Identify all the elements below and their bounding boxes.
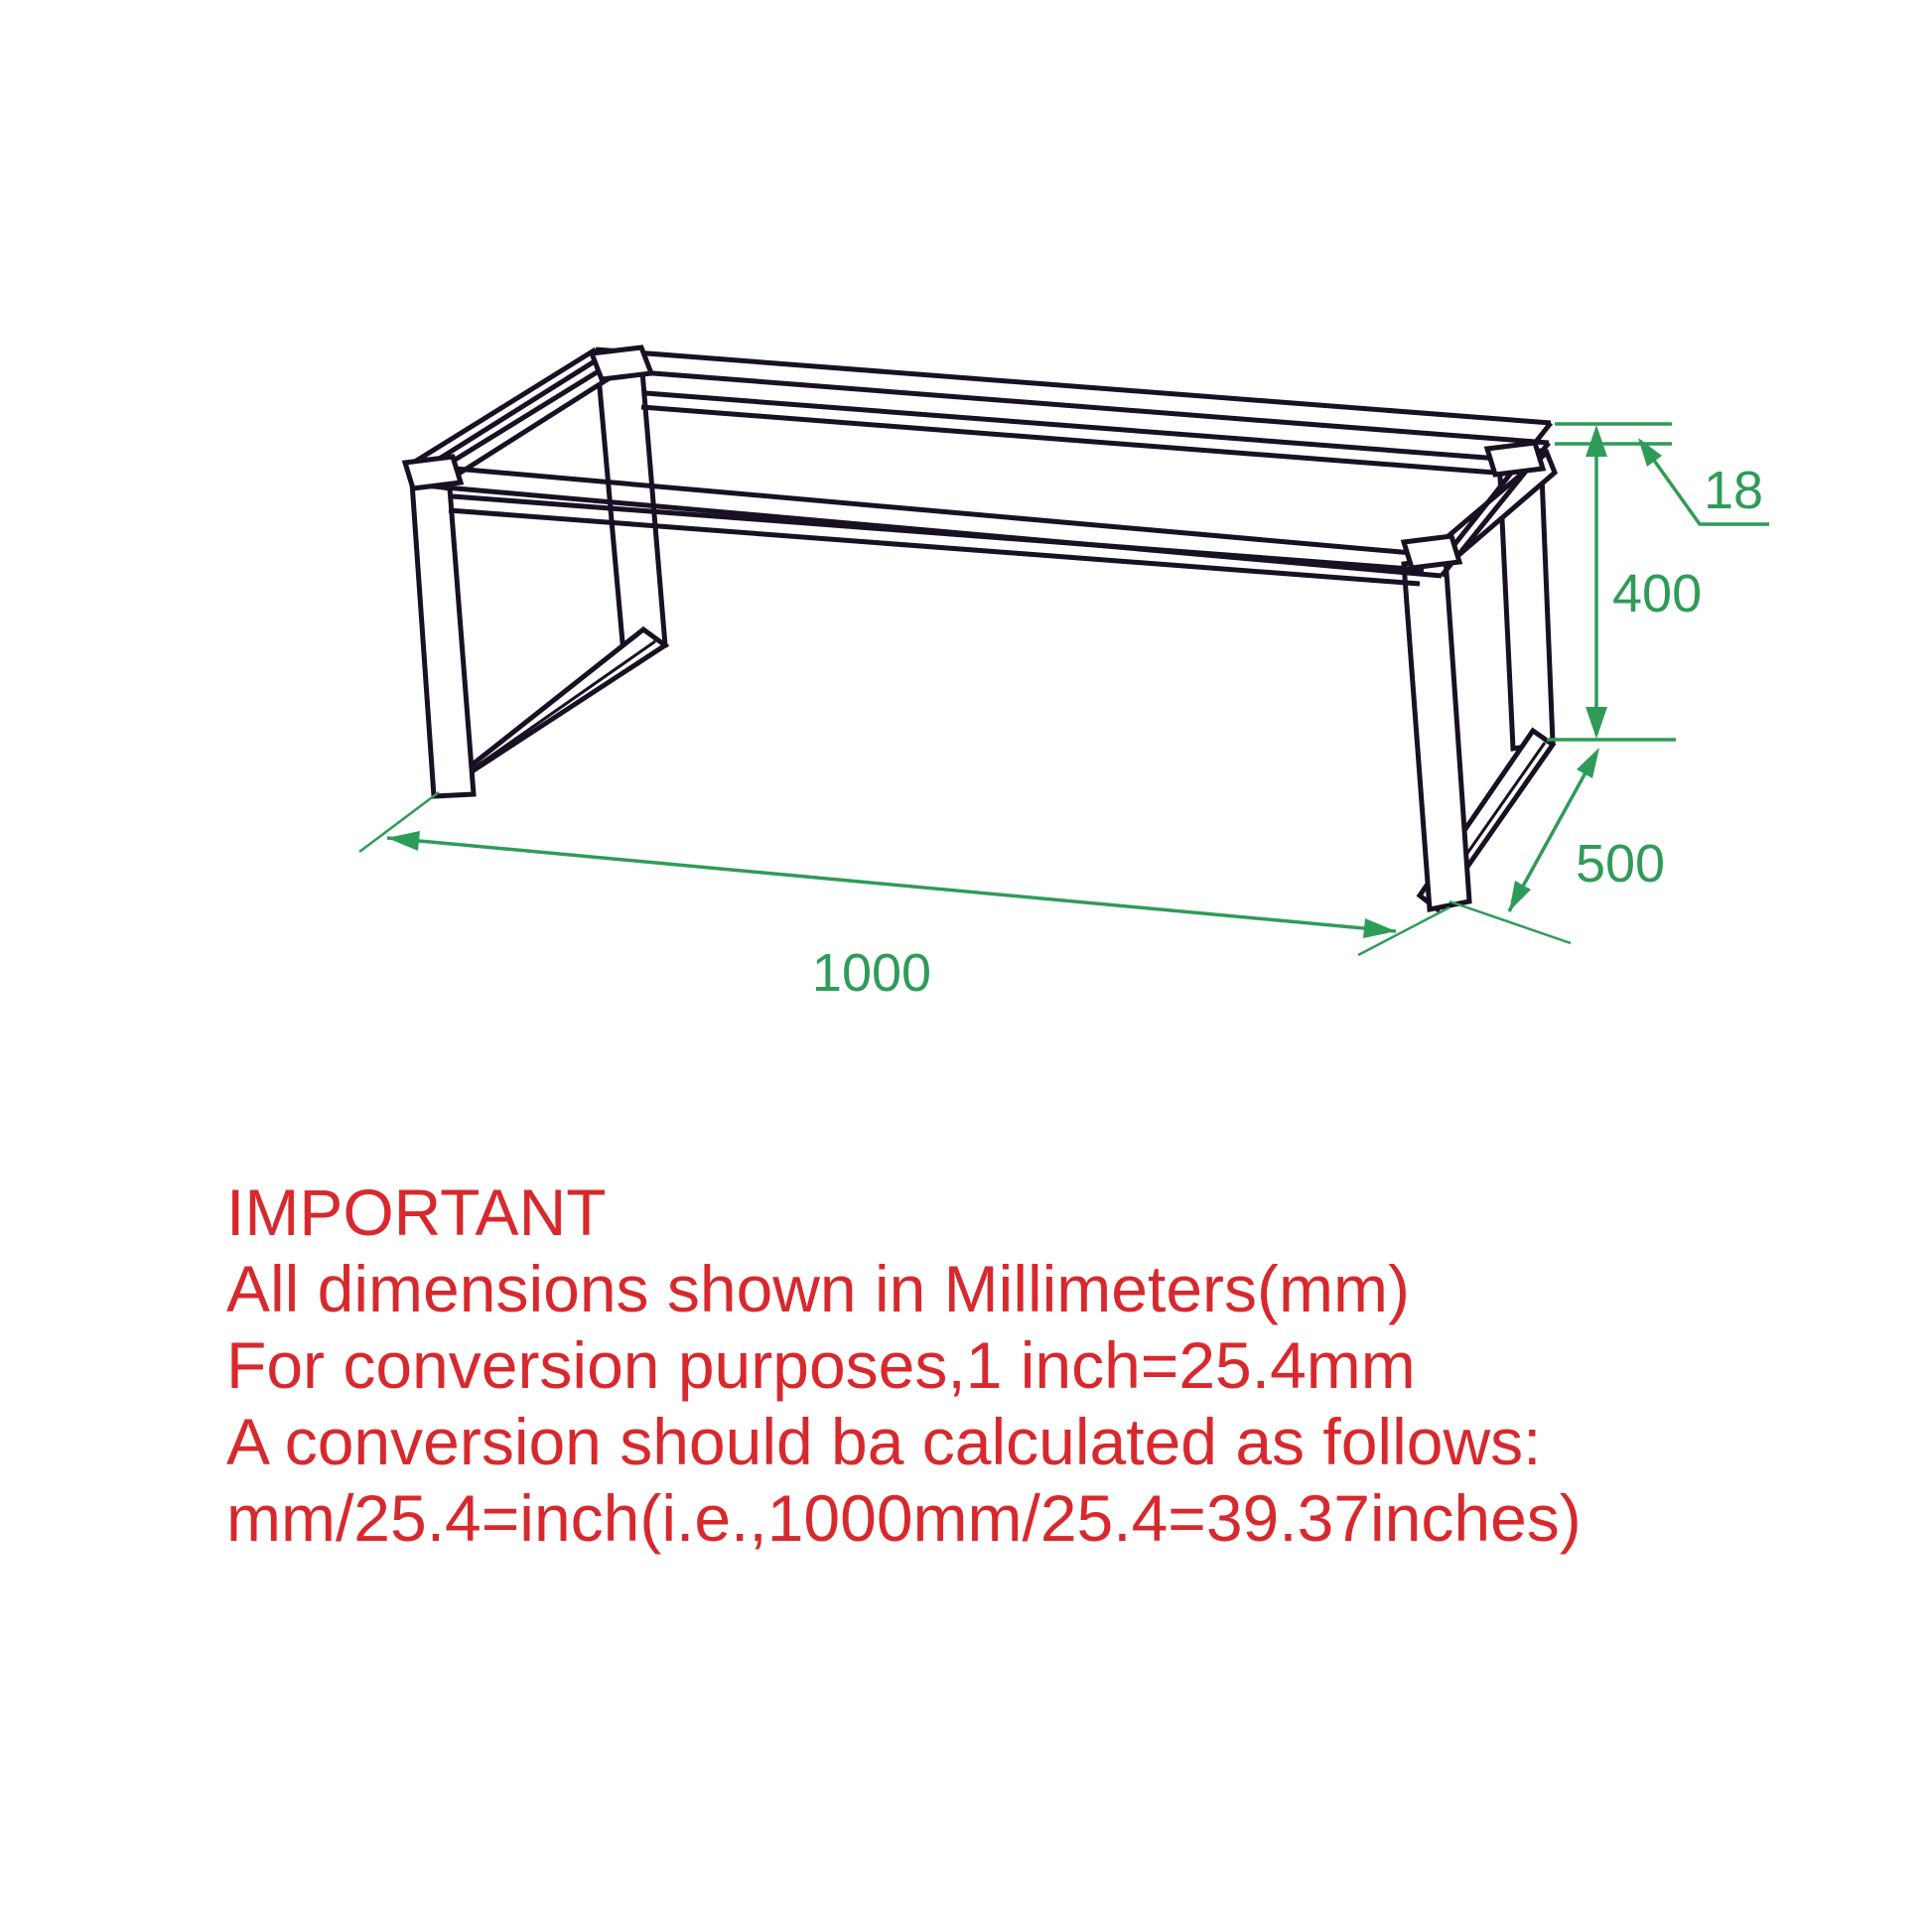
dimension-label-height: 400 — [1612, 564, 1703, 623]
glass-back-bottom-edge — [602, 369, 1549, 443]
left-leg — [412, 359, 665, 796]
dimension-label-length: 1000 — [811, 943, 932, 1003]
dimension-length — [359, 792, 1449, 1003]
notes-line-formula: mm/25.4=inch(i.e.,1000mm/25.4=39.37inches) — [226, 1481, 1582, 1555]
corner-block-back-right — [1487, 443, 1543, 475]
notes-line-formula-intro: A conversion should ba calculated as follows: — [226, 1405, 1542, 1478]
dimension-height — [1547, 425, 1702, 740]
arrowhead-400-top — [1586, 425, 1607, 457]
arrowhead-1000-left — [387, 831, 420, 851]
back-rail-top-edge — [645, 393, 1499, 459]
dimension-label-depth: 500 — [1575, 834, 1666, 894]
corner-block-back-left — [592, 347, 651, 379]
table-drawing — [405, 347, 1555, 909]
arrowhead-1000-right — [1363, 918, 1396, 938]
notes-line-conversion: For conversion purposes,1 inch=25.4mm — [226, 1328, 1416, 1402]
right-leg — [1404, 451, 1555, 909]
corner-block-front-left — [405, 457, 461, 488]
back-rail-bottom-edge — [641, 407, 1495, 473]
arrowhead-500-top — [1577, 748, 1599, 778]
glass-back-top-edge — [596, 349, 1551, 423]
notes-line-units: All dimensions shown in Millimeters(mm) — [226, 1252, 1410, 1325]
left-leg-bottom-rail-inner-line — [445, 641, 655, 788]
dimension-label-thickness: 18 — [1703, 461, 1764, 520]
front-rail-bottom-edge — [449, 510, 1420, 584]
dim-line-1000 — [387, 838, 1396, 931]
left-leg-front-bar — [412, 483, 474, 796]
dimension-thickness — [1555, 424, 1769, 524]
arrowhead-500-bottom — [1509, 881, 1531, 911]
glass-front-bottom-edge — [412, 484, 1442, 576]
corner-block-front-right — [1404, 536, 1459, 568]
arrowhead-400-bottom — [1586, 707, 1607, 739]
notes-heading: IMPORTANT — [226, 1175, 607, 1249]
right-leg-front-bar — [1404, 558, 1469, 909]
glass-front-top-edge — [410, 465, 1446, 556]
dimension-annotations — [359, 424, 1769, 1003]
notes-block — [226, 1175, 1582, 1555]
